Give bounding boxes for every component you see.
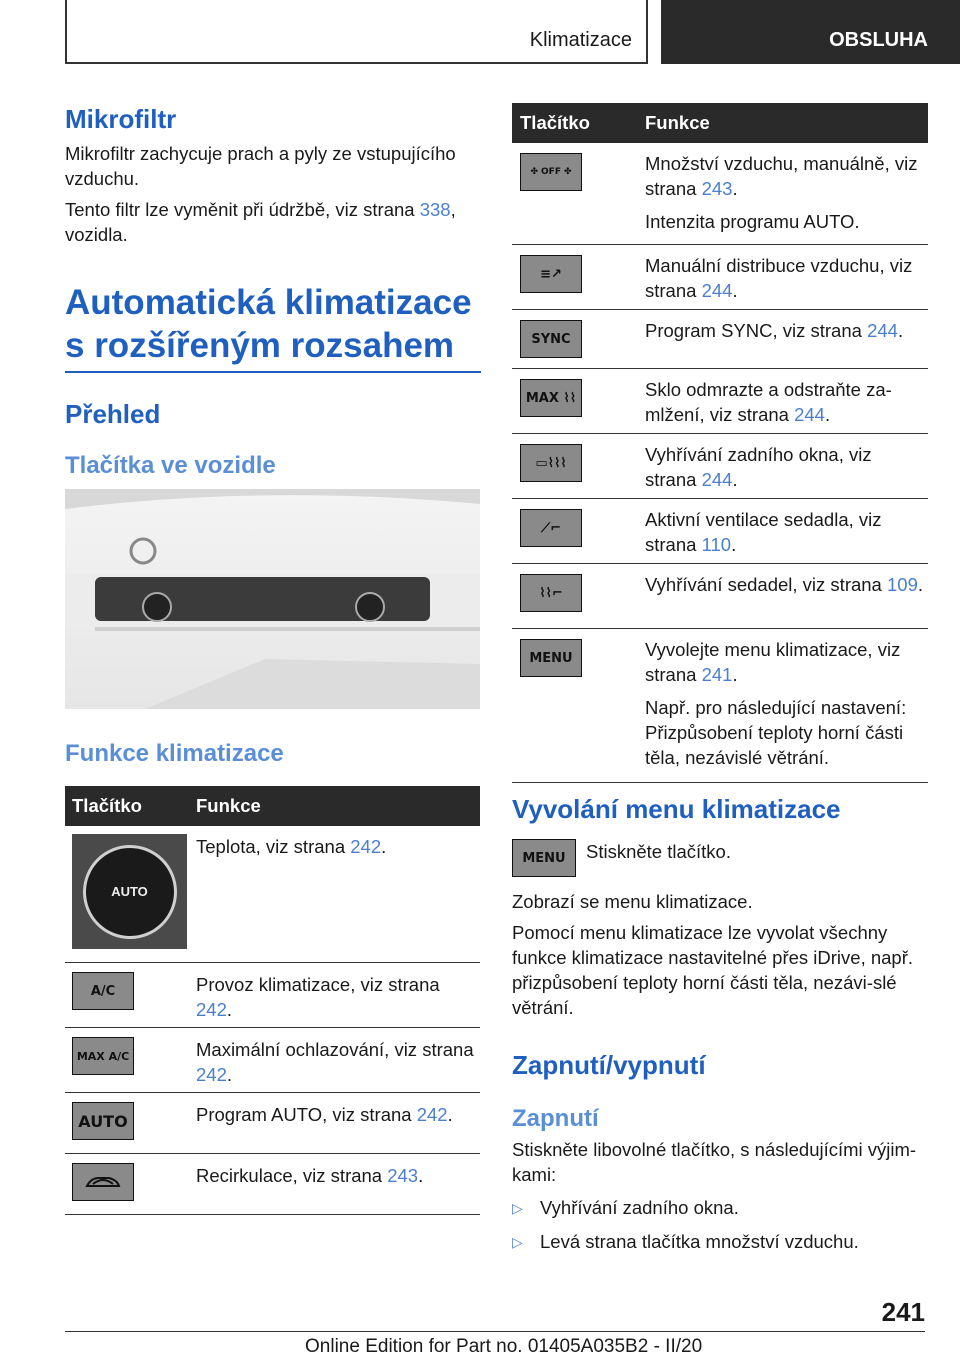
- air-distribution-icon: ≡↗: [520, 255, 582, 293]
- dashboard-image: [65, 489, 480, 709]
- table-row: ⌇⌇⌐ Vyhřívání sedadel, viz strana 109.: [512, 564, 928, 629]
- page-number: 241: [881, 1297, 925, 1327]
- header-section: Klimatizace: [65, 0, 648, 64]
- mikrofiltr-text: Mikrofiltr zachycuje prach a pyly ze vstupujícího vzduchu.: [65, 143, 456, 189]
- page-link[interactable]: 338: [419, 199, 451, 220]
- footer-rule: [65, 1331, 925, 1332]
- zobrazi-text: Zobrazí se menu klimatizace.: [512, 891, 753, 912]
- footer-edition: Online Edition for Part no. 01405A035B2 - II/20: [305, 1336, 703, 1357]
- table-row: Recirkulace, viz strana 243.: [65, 1154, 480, 1215]
- max-ac-button-icon: MAX A/C: [72, 1037, 134, 1075]
- table-row: MAX A/C Maximální ochlazování, viz strana 242.: [65, 1028, 480, 1093]
- defrost-max-icon: MAX ⌇⌇: [520, 379, 582, 417]
- zapnuti-subheading: Zapnutí: [512, 1105, 599, 1132]
- rear-window-heating-icon: ▭⌇⌇⌇: [520, 444, 582, 482]
- list-item: ▷ Levá strana tlačítka množství vzduchu.: [512, 1231, 859, 1252]
- sync-button-icon: SYNC: [520, 320, 582, 358]
- mikrofiltr-heading: Mikrofiltr: [65, 104, 177, 134]
- table-row: MENU Vyvolejte menu klimatizace, viz strana 241. Např. pro následující nastavení: Přizpůsobení teploty horní části těla, nezávislé větrání.: [512, 629, 928, 783]
- right-column-lower: [512, 794, 928, 1255]
- heading-rule: [65, 371, 481, 373]
- fan-button-icon: ✤ OFF ✤: [520, 153, 582, 191]
- auto-knob-image: AUTO: [72, 834, 187, 949]
- pomoci-text: Pomocí menu klimatizace lze vyvolat všechny funkce klimatizace nastavitelné přes iDrive, např. přizpůsobení teploty horní části těla, nezávi-slé větrání.: [512, 922, 914, 1018]
- zapnuti-text: Stiskněte libovolné tlačítko, s následujícími výjim-kami:: [512, 1139, 917, 1185]
- menu-button-icon: MENU: [520, 639, 582, 677]
- mikrofiltr-text-2: Tento filtr lze vyměnit při údržbě, viz strana 338, vozidla.: [65, 199, 456, 245]
- recirculation-icon: [72, 1163, 134, 1201]
- vyvolani-heading: Vyvolání menu klimatizace: [512, 794, 841, 824]
- table-row: A/C Provoz klimatizace, viz strana 242.: [65, 963, 480, 1028]
- prehled-heading: Přehled: [65, 399, 161, 429]
- table-row: MAX ⌇⌇ Sklo odmrazte a odstraňte za-mlžení, viz strana 244.: [512, 369, 928, 434]
- table-row: ▭⌇⌇⌇ Vyhřívání zadního okna, viz strana 244.: [512, 434, 928, 499]
- menu-instruction: MENU Stiskněte tlačítko.: [512, 839, 928, 877]
- list-item: ▷ Vyhřívání zadního okna.: [512, 1197, 739, 1218]
- header-chapter: OBSLUHA: [661, 0, 960, 64]
- seat-heating-icon: ⌇⌇⌐: [520, 574, 582, 612]
- table-header: Tlačítko Funkce: [65, 786, 480, 826]
- seat-ventilation-icon: ⟋⌐: [520, 509, 582, 547]
- funkce-heading: Funkce klimatizace: [65, 740, 284, 767]
- table-row: ≡↗ Manuální distribuce vzduchu, viz strana 244.: [512, 245, 928, 310]
- tlacitka-heading: Tlačítka ve vozidle: [65, 452, 276, 479]
- menu-button-icon: MENU: [512, 839, 576, 877]
- climate-panel-illustration: [65, 489, 480, 709]
- table-header: Tlačítko Funkce: [512, 103, 928, 143]
- right-table: [512, 103, 928, 783]
- left-column: [65, 104, 481, 480]
- table-row: SYNC Program SYNC, viz strana 244.: [512, 310, 928, 369]
- table-row: AUTO Program AUTO, viz strana 242.: [65, 1093, 480, 1154]
- left-table: [65, 786, 480, 1215]
- auto-button-icon: AUTO: [72, 1102, 134, 1140]
- zapnuti-heading: Zapnutí/vypnutí: [512, 1050, 706, 1080]
- ac-button-icon: A/C: [72, 972, 134, 1010]
- table-row: AUTO Teplota, viz strana 242.: [65, 826, 480, 963]
- table-row: ⟋⌐ Aktivní ventilace sedadla, viz strana 110.: [512, 499, 928, 564]
- table-row: ✤ OFF ✤ Množství vzduchu, manuálně, viz strana 243. Intenzita programu AUTO.: [512, 143, 928, 245]
- main-heading: Automatická klimatizace s rozšířeným rozsahem: [65, 283, 472, 365]
- left-column-lower: [65, 740, 481, 768]
